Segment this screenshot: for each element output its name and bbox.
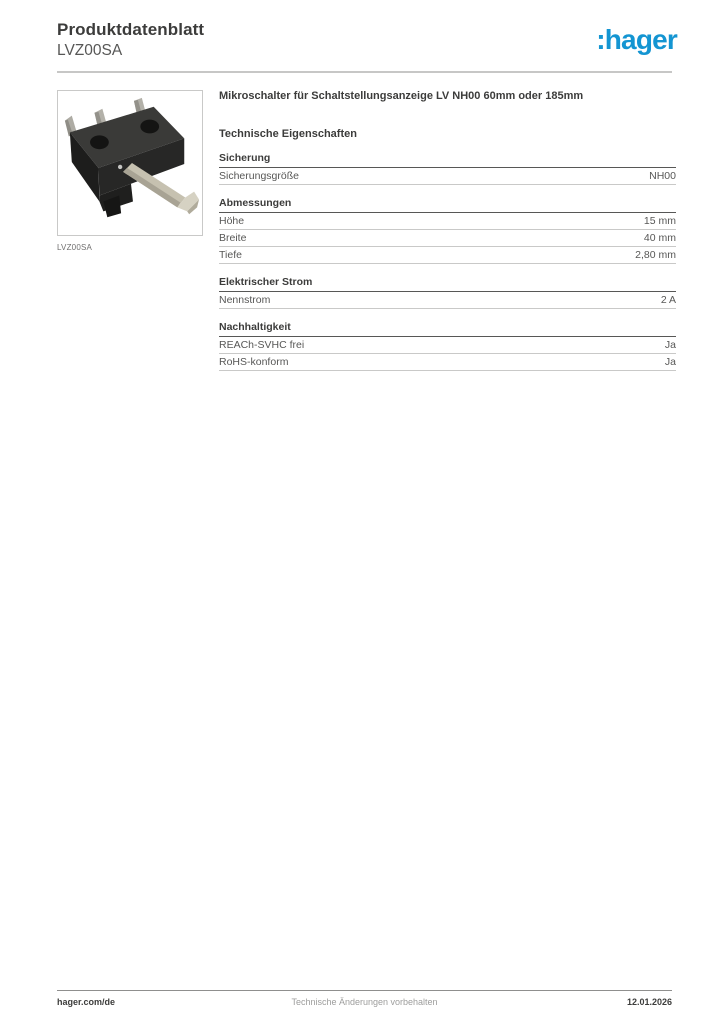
spec-value: 40 mm: [643, 231, 676, 244]
spec-label: Nennstrom: [219, 293, 271, 306]
spec-value: 2,80 mm: [635, 248, 676, 261]
spec-value: NH00: [649, 169, 676, 182]
spec-label: Tiefe: [219, 248, 242, 261]
spec-row: [219, 354, 676, 371]
section-heading: Elektrischer Strom: [219, 276, 676, 292]
spec-value: 15 mm: [643, 214, 676, 227]
spec-value: 2 A: [660, 293, 676, 306]
spec-value: Ja: [664, 338, 676, 351]
footer-date: 12.01.2026: [626, 997, 672, 1007]
header: [57, 20, 204, 60]
spec-row: [219, 337, 676, 354]
spec-row: [219, 292, 676, 309]
spec-section-abmessungen: [219, 197, 676, 264]
spec-label: Höhe: [219, 214, 245, 227]
specs-heading: Technische Eigenschaften: [219, 127, 357, 140]
spec-value: Ja: [664, 355, 676, 368]
section-heading: Nachhaltigkeit: [219, 321, 676, 337]
spec-label: RoHS-konform: [219, 355, 289, 368]
spec-row: [219, 213, 676, 230]
product-title: Mikroschalter für Schaltstellungsanzeige LV NH00 60mm oder 185mm: [219, 90, 584, 102]
spec-row: [219, 230, 676, 247]
product-image-column: [57, 90, 203, 252]
product-image-caption: LVZ00SA: [57, 243, 93, 252]
microswitch-product-image: [58, 90, 202, 236]
spec-label: Sicherungsgröße: [219, 169, 299, 182]
hager-logo: :hager: [596, 24, 677, 55]
section-heading: Abmessungen: [219, 197, 676, 213]
product-reference: LVZ00SA: [57, 42, 123, 59]
spec-row: [219, 168, 676, 185]
spec-section-nachhaltigkeit: [219, 321, 676, 371]
footer: [57, 997, 672, 1011]
spec-section-elektrischer-strom: [219, 276, 676, 309]
document-type-title: Produktdatenblatt: [57, 20, 205, 39]
spec-label: REACh-SVHC frei: [219, 338, 305, 351]
footer-disclaimer: Technische Änderungen vorbehalten: [291, 997, 438, 1007]
specs-column: [219, 90, 676, 371]
footer-divider: [57, 990, 672, 991]
product-image-frame: [57, 90, 203, 236]
spec-section-sicherung: [219, 152, 676, 185]
section-heading: Sicherung: [219, 152, 676, 168]
header-divider: [57, 71, 672, 73]
footer-website: hager.com/de: [57, 997, 116, 1007]
spec-label: Breite: [219, 231, 247, 244]
spec-row: [219, 247, 676, 264]
